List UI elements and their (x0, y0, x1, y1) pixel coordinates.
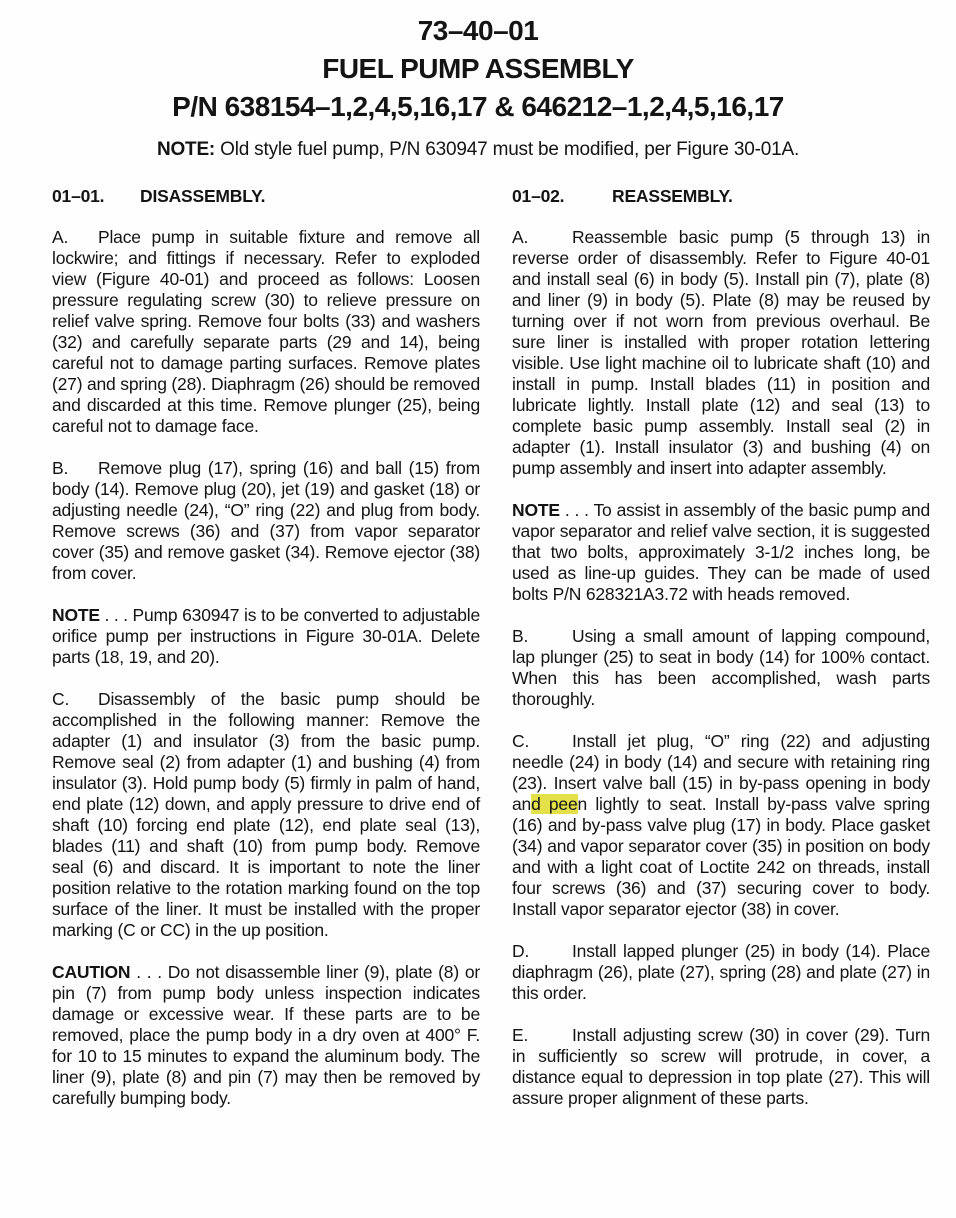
reassembly-column (512, 186, 930, 1130)
page-header (0, 0, 956, 162)
reassembly-paragraph-b (512, 626, 930, 710)
part-numbers: P/N 638154–1,2,4,5,16,17 & 646212–1,2,4,5,16,17 (172, 91, 784, 122)
header-note (0, 138, 956, 162)
paragraph-text: Remove plug (17), spring (16) and ball (15) from body (14). Remove plug (20), jet (19) and gasket (18) or adjusting needle (24), “O” ring (22) and plug from body. Remove screws (36) and (37) from vapor separator cover (35) and remove gasket (34). Remove ejector (38) from cover. (52, 458, 480, 583)
paragraph-label: D. (512, 941, 530, 961)
reassembly-paragraph-d (512, 941, 930, 1004)
reassembly-paragraph-c (512, 731, 930, 920)
paragraph-text: Install lapped plunger (25) in body (14). Place diaphragm (26), plate (27), spring (28) and plate (27) in this order. (512, 941, 930, 1003)
paragraph-text: Place pump in suitable fixture and remove all lockwire; and fittings if necessary. Refer to exploded view (Figure 40-01) and proceed as follows: Loosen pressure regulating screw (30) to relieve pressure on relief valve spring. Remove four bolts (33) and washers (32) and carefully separate parts (29 and 14), being careful not to damage parting surfaces. Remove plates (27) and spring (28). Diaphragm (26) should be removed and discarded at this time. Remove plunger (25), being careful not to damage face. (52, 227, 480, 436)
paragraph-label: B. (52, 458, 69, 478)
disassembly-paragraph-c (52, 689, 480, 941)
reassembly-paragraph-e (512, 1025, 930, 1109)
disassembly-paragraph-b (52, 458, 480, 584)
disassembly-column (52, 186, 480, 1130)
paragraph-text: Install jet plug, “O” ring (22) and adjusting needle (24) in body (14) and secure with retaining ring (23). Insert valve ball (15) in by-pass opening in body an (512, 731, 930, 814)
paragraph-label: A. (512, 227, 529, 247)
paragraph-text: Disassembly of the basic pump should be accomplished in the following manner: Remove the adapter (1) and insulator (3) from the basic pump. Remove seal (2) from adapter (1) and bushing (4) from insulator (3). Hold pump body (5) firmly in palm of hand, end plate (12) down, and apply pressure to drive end of shaft (10) forcing end plate (12), end plate seal (13), blades (11) and shaft (10) from pump body. Remove seal (6) and discard. It is important to note the liner position relative to the rotation marking found on the top surface of the liner. It must be installed with the proper marking (C or CC) in the up position. (52, 689, 480, 940)
paragraph-label: A. (52, 227, 69, 247)
header-note-text: Old style fuel pump, P/N 630947 must be modified, per Figure 30-01A. (215, 139, 800, 160)
paragraph-text: Using a small amount of lapping compound, lap plunger (25) to seat in body (14) for 100% contact. When this has been accomplished, wash parts thoroughly. (512, 626, 930, 709)
disassembly-paragraph-a (52, 227, 480, 437)
caution-label: CAUTION (52, 962, 131, 982)
paragraph-text: n lightly to seat. Install by-pass valve spring (16) and by-pass valve plug (17) in body. Place gasket (34) and vapor separator cover (35) in position on body and with a light coat of Loctite 242 on threads, install four screws (36) and (37) securing cover to body. Install vapor separator ejector (38) in cover. (512, 794, 930, 919)
disassembly-note (52, 605, 480, 668)
paragraph-text: Install adjusting screw (30) in cover (29). Turn in sufficiently so screw will protrude, in cover, a distance equal to depression in top plate (27). This will assure proper alignment of these parts. (512, 1025, 930, 1108)
paragraph-label: C. (52, 689, 70, 709)
note-text: . . . To assist in assembly of the basic pump and vapor separator and relief valve section, it is suggested that two bolts, approximately 3-1/2 inches long, be used as line-up guides. They can be made of used bolts P/N 628321A3.72 with heads removed. (512, 500, 930, 604)
page-title: FUEL PUMP ASSEMBLY (322, 53, 634, 84)
section-number: 01–02. (512, 186, 565, 206)
note-text: . . . Pump 630947 is to be converted to adjustable orifice pump per instructions in Figure 30-01A. Delete parts (18, 19, and 20). (52, 605, 480, 667)
section-title: DISASSEMBLY. (140, 186, 266, 206)
paragraph-label: B. (512, 626, 529, 646)
header-note-label: NOTE: (156, 139, 216, 160)
doc-number: 73–40–01 (417, 15, 539, 46)
highlighter-mark: d pee (531, 794, 578, 814)
note-label: NOTE (512, 500, 560, 520)
paragraph-label: C. (512, 731, 530, 751)
paragraph-label: E. (512, 1025, 529, 1045)
section-number: 01–01. (52, 186, 105, 206)
disassembly-caution (52, 962, 480, 1109)
paragraph-text: Reassemble basic pump (5 through 13) in reverse order of disassembly. Refer to Figure 40-01 and install seal (6) in body (5). Install pin (7), plate (8) and liner (9) in body (5). Plate (8) may be reused by turning over if not worn from previous overhaul. Be sure liner is installed with proper rotation lettering visible. Use light machine oil to lubricate shaft (10) and install in pump. Install blades (11) in position and lubricate lightly. Install plate (12) and seal (13) to complete basic pump assembly. Install seal (2) in adapter (1). Install insulator (3) and bushing (4) on pump assembly and insert into adapter assembly. (512, 227, 930, 478)
reassembly-note (512, 500, 930, 605)
two-column-body (0, 162, 956, 1130)
section-heading-disassembly (52, 186, 480, 207)
reassembly-paragraph-a (512, 227, 930, 479)
section-title: REASSEMBLY. (612, 186, 733, 206)
caution-text: . . . Do not disassemble liner (9), plate (8) or pin (7) from pump body unless inspection indicates damage or excessive wear. If these parts are to be removed, place the pump body in a dry oven at 400° F. for 10 to 15 minutes to expand the aluminum body. The liner (9), plate (8) and pin (7) may then be removed by carefully bumping body. (52, 962, 480, 1108)
note-label: NOTE (52, 605, 100, 625)
section-heading-reassembly (512, 186, 930, 207)
